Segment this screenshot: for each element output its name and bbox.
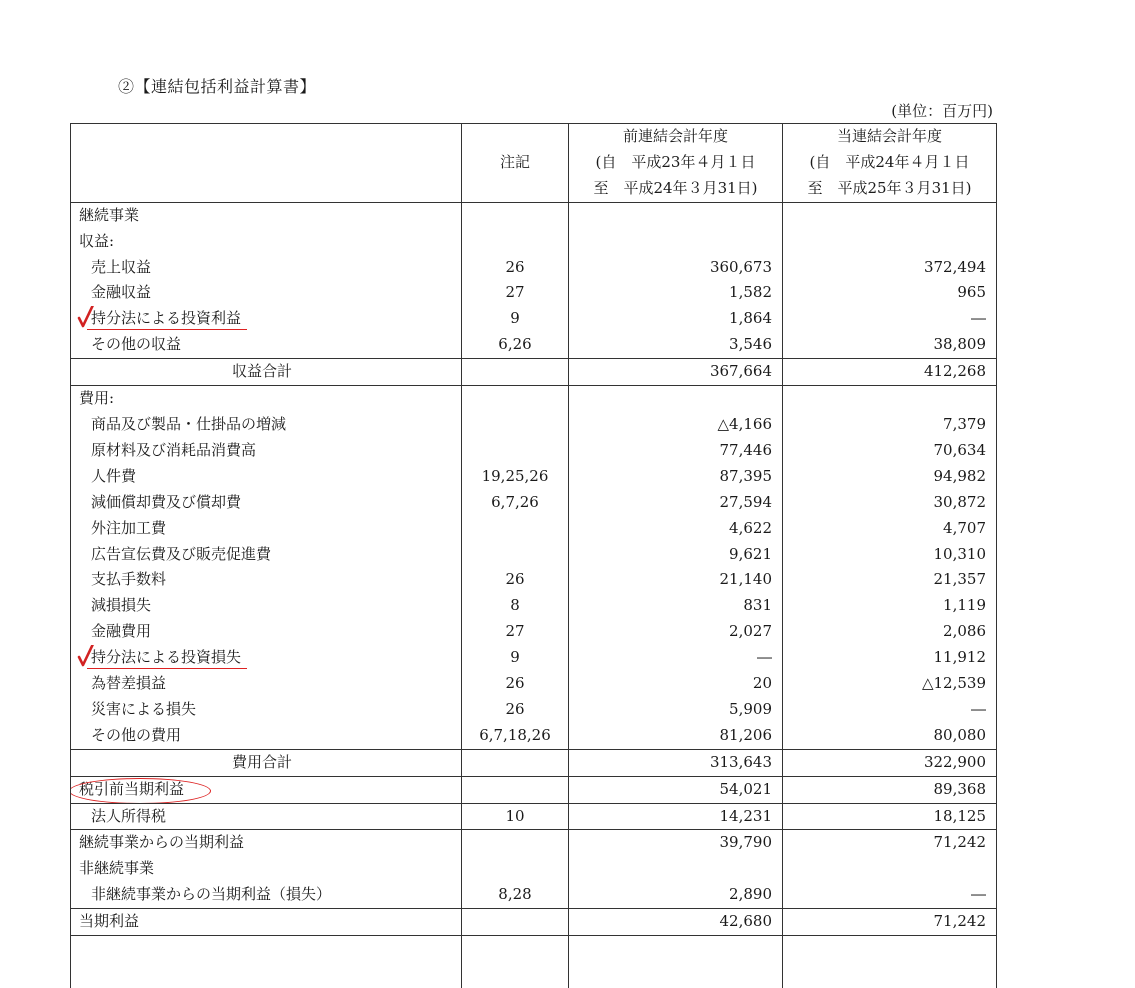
- row-curr-value: ―: [783, 882, 997, 908]
- row-prev-value: 4,622: [569, 516, 783, 542]
- table-row: [71, 438, 997, 464]
- row-prev-value: 21,140: [569, 567, 783, 593]
- row-curr-value: [783, 202, 997, 228]
- row-note: [462, 776, 569, 803]
- row-curr-value: 38,809: [783, 332, 997, 358]
- row-curr-value: 71,242: [783, 909, 997, 936]
- row-note: 27: [462, 619, 569, 645]
- table-row: [71, 464, 997, 490]
- table-row: [71, 830, 997, 856]
- row-curr-value: △12,539: [783, 671, 997, 697]
- table-row: [71, 332, 997, 358]
- row-note: 26: [462, 697, 569, 723]
- table-row: [71, 202, 997, 228]
- row-note: 6,7,18,26: [462, 723, 569, 749]
- row-note: [462, 516, 569, 542]
- row-label: 商品及び製品・仕掛品の増減: [71, 412, 462, 438]
- row-prev-value: [569, 386, 783, 412]
- row-note: 10: [462, 803, 569, 830]
- row-curr-value: 89,368: [783, 776, 997, 803]
- row-prev-value: [569, 229, 783, 255]
- table-row: [71, 723, 997, 749]
- row-curr-value: 71,242: [783, 830, 997, 856]
- row-note: 6,26: [462, 332, 569, 358]
- income-statement-table: [70, 123, 997, 988]
- row-prev-value: 1,864: [569, 306, 783, 332]
- row-label: 法人所得税: [71, 803, 462, 830]
- row-note: 26: [462, 671, 569, 697]
- row-label: 原材料及び消耗品消費高: [71, 438, 462, 464]
- row-note: [462, 359, 569, 386]
- row-label: 持分法による投資損失: [91, 648, 242, 667]
- red-underline: [87, 668, 247, 669]
- row-curr-value: [783, 386, 997, 412]
- table-row: [71, 619, 997, 645]
- row-curr-value: ―: [783, 697, 997, 723]
- row-note: [462, 229, 569, 255]
- red-circle: [71, 778, 212, 803]
- row-label: 税引前当期利益: [79, 779, 185, 798]
- row-prev-value: ―: [569, 645, 783, 671]
- row-curr-value: [783, 229, 997, 255]
- row-label: 広告宣伝費及び販売促進費: [71, 542, 462, 568]
- row-label: 為替差損益: [71, 671, 462, 697]
- prev-year-heading: 前連結会計年度: [569, 124, 783, 150]
- row-note: [462, 386, 569, 412]
- row-note: [462, 749, 569, 776]
- row-note: [462, 856, 569, 882]
- check-mark-icon: [77, 306, 95, 329]
- table-row: [71, 255, 997, 281]
- row-prev-value: 27,594: [569, 490, 783, 516]
- row-label: 持分法による投資利益: [91, 309, 242, 328]
- table-row: [71, 882, 997, 908]
- table-row-highlighted: [71, 306, 997, 332]
- row-prev-value: 2,890: [569, 882, 783, 908]
- highlighted-label: [91, 306, 241, 332]
- row-label: 非継続事業: [71, 856, 462, 882]
- row-label: その他の費用: [71, 723, 462, 749]
- row-curr-value: 1,119: [783, 593, 997, 619]
- row-label: 減損損失: [71, 593, 462, 619]
- row-note: 26: [462, 567, 569, 593]
- row-prev-value: 313,643: [569, 749, 783, 776]
- row-prev-value: 831: [569, 593, 783, 619]
- table-row: [71, 386, 997, 412]
- curr-year-heading: 当連結会計年度: [783, 124, 997, 150]
- row-prev-value: 42,680: [569, 909, 783, 936]
- row-curr-value: 965: [783, 280, 997, 306]
- row-prev-value: 14,231: [569, 803, 783, 830]
- header-row-2: [71, 150, 997, 176]
- table-row-cutoff: [71, 962, 997, 988]
- row-curr-value: 70,634: [783, 438, 997, 464]
- row-label: 減価償却費及び償却費: [71, 490, 462, 516]
- row-note: [462, 438, 569, 464]
- table-row: [71, 593, 997, 619]
- row-curr-value: 7,379: [783, 412, 997, 438]
- highlighted-label: [91, 645, 241, 671]
- row-label: 継続事業: [71, 202, 462, 228]
- row-note: 8: [462, 593, 569, 619]
- unit-note: (単位：百万円): [891, 102, 993, 120]
- prev-year-from: (自 平成23年４月１日: [595, 152, 756, 171]
- row-curr-value: [783, 856, 997, 882]
- row-prev-value: 360,673: [569, 255, 783, 281]
- row-note: [462, 202, 569, 228]
- row-curr-value: 372,494: [783, 255, 997, 281]
- row-label: 金融費用: [71, 619, 462, 645]
- row-curr-value: ―: [783, 306, 997, 332]
- row-note: [462, 412, 569, 438]
- row-label: 費用:: [71, 386, 462, 412]
- row-prev-value: 9,621: [569, 542, 783, 568]
- row-label: 継続事業からの当期利益: [71, 830, 462, 856]
- circled-label: [79, 777, 184, 803]
- table-row: [71, 856, 997, 882]
- row-note: [462, 830, 569, 856]
- table-row: [71, 280, 997, 306]
- table-row: [71, 490, 997, 516]
- row-curr-value: 322,900: [783, 749, 997, 776]
- row-curr-value: 80,080: [783, 723, 997, 749]
- row-prev-value: 3,546: [569, 332, 783, 358]
- table-row-subtotal: [71, 749, 997, 776]
- table-row: [71, 516, 997, 542]
- row-prev-value: 54,021: [569, 776, 783, 803]
- table-row-total: [71, 909, 997, 936]
- row-label: その他の収益: [71, 332, 462, 358]
- row-label: 当期利益: [71, 909, 462, 936]
- row-note: 6,7,26: [462, 490, 569, 516]
- row-label: 収益合計: [71, 359, 462, 386]
- row-label: 人件費: [71, 464, 462, 490]
- red-underline: [87, 329, 247, 330]
- curr-year-to: 至 平成25年３月31日): [807, 178, 972, 197]
- row-label: 支払手数料: [71, 567, 462, 593]
- statement-title: ②【連結包括利益計算書】: [118, 77, 317, 96]
- row-note: 9: [462, 645, 569, 671]
- row-label: 外注加工費: [71, 516, 462, 542]
- row-note: [462, 909, 569, 936]
- row-note: 8,28: [462, 882, 569, 908]
- row-curr-value: 94,982: [783, 464, 997, 490]
- table-row: [71, 697, 997, 723]
- prev-year-to: 至 平成24年３月31日): [593, 178, 758, 197]
- row-prev-value: 87,395: [569, 464, 783, 490]
- row-label: 非継続事業からの当期利益（損失）: [71, 882, 462, 908]
- row-label: 災害による損失: [71, 697, 462, 723]
- row-note: 9: [462, 306, 569, 332]
- row-prev-value: 77,446: [569, 438, 783, 464]
- row-prev-value: 2,027: [569, 619, 783, 645]
- table-row: [71, 542, 997, 568]
- row-curr-value: 21,357: [783, 567, 997, 593]
- row-prev-value: 1,582: [569, 280, 783, 306]
- table-row: [71, 671, 997, 697]
- table-row-circled: [71, 776, 997, 803]
- check-mark-icon: [77, 645, 95, 668]
- row-prev-value: [569, 856, 783, 882]
- row-curr-value: 18,125: [783, 803, 997, 830]
- row-label: 収益:: [71, 229, 462, 255]
- row-prev-value: 81,206: [569, 723, 783, 749]
- table-row-highlighted: [71, 645, 997, 671]
- row-note: 19,25,26: [462, 464, 569, 490]
- table-row-subtotal: [71, 359, 997, 386]
- row-prev-value: 367,664: [569, 359, 783, 386]
- row-prev-value: 5,909: [569, 697, 783, 723]
- row-curr-value: 4,707: [783, 516, 997, 542]
- row-prev-value: △4,166: [569, 412, 783, 438]
- table-row: [71, 229, 997, 255]
- row-curr-value: 30,872: [783, 490, 997, 516]
- row-curr-value: 2,086: [783, 619, 997, 645]
- row-label: 売上収益: [71, 255, 462, 281]
- curr-year-from: (自 平成24年４月１日: [809, 152, 970, 171]
- table-row: [71, 412, 997, 438]
- table-row: [71, 803, 997, 830]
- header-row-1: [71, 124, 997, 150]
- row-prev-value: 20: [569, 671, 783, 697]
- row-curr-value: 10,310: [783, 542, 997, 568]
- header-row-3: [71, 176, 997, 202]
- note-column-heading: 注記: [462, 150, 569, 176]
- row-prev-value: [569, 202, 783, 228]
- row-note: [462, 542, 569, 568]
- row-note: 26: [462, 255, 569, 281]
- row-label: 費用合計: [71, 749, 462, 776]
- row-note: 27: [462, 280, 569, 306]
- row-curr-value: 11,912: [783, 645, 997, 671]
- row-curr-value: 412,268: [783, 359, 997, 386]
- row-label: 金融収益: [71, 280, 462, 306]
- table-row-cutoff: [71, 936, 997, 962]
- row-prev-value: 39,790: [569, 830, 783, 856]
- table-row: [71, 567, 997, 593]
